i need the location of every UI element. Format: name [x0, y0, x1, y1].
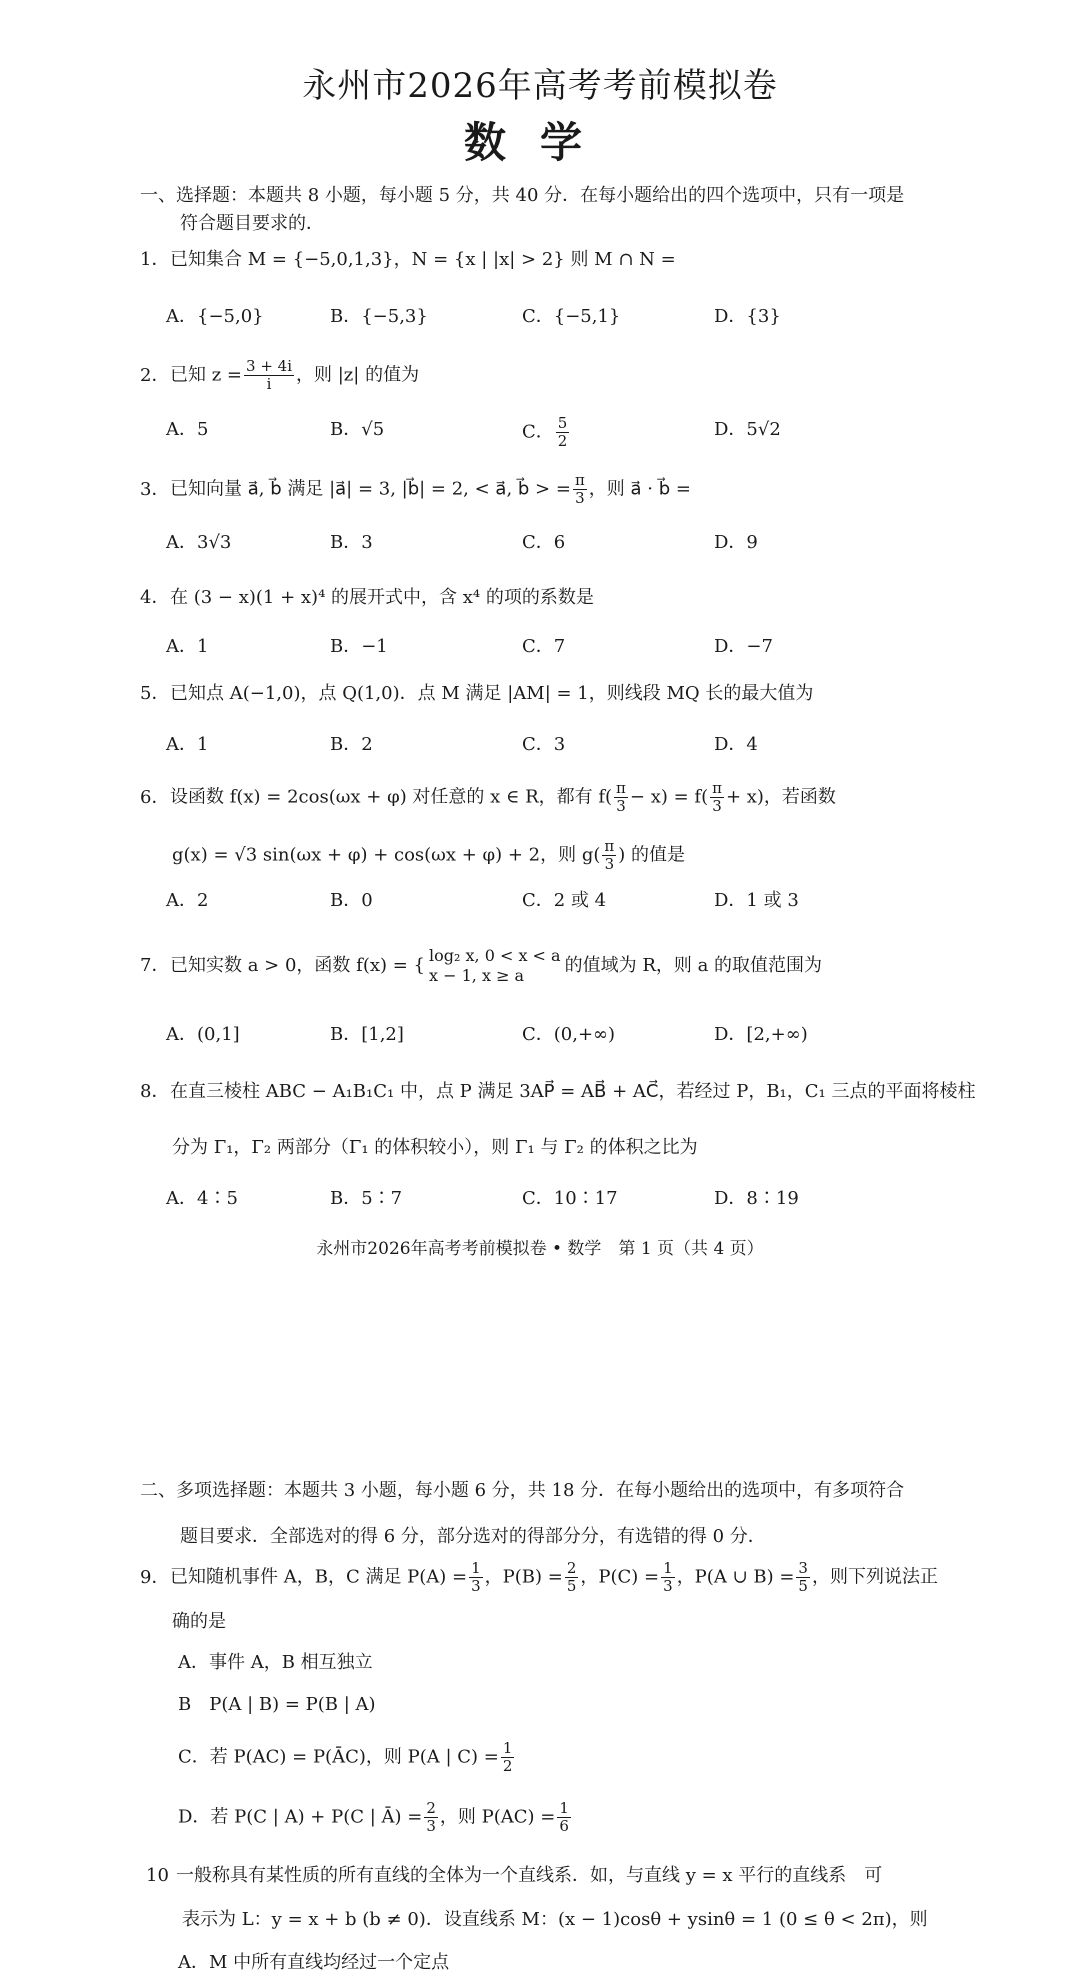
option-a: A．事件 A，B 相互独立	[178, 1652, 373, 1673]
denominator: 3	[616, 797, 626, 815]
option-c: C．{−5,1}	[522, 306, 621, 327]
option-b: B．−1	[330, 636, 388, 657]
option-d: D．8∶19	[714, 1188, 799, 1209]
case-2: x − 1, x ≥ a	[429, 966, 525, 985]
denominator: i	[266, 375, 272, 393]
fraction	[661, 1560, 675, 1595]
question-3-options	[166, 528, 966, 558]
section-1-line-2: 符合题目要求的．	[180, 213, 324, 234]
question-8	[140, 1078, 976, 1106]
question-text-pre: 已知 z =	[170, 364, 243, 386]
question-number: 6．	[140, 786, 170, 808]
option-d: D．−7	[714, 636, 773, 657]
numerator: 2	[566, 1559, 577, 1577]
question-text-3: + x)，若函数	[725, 786, 836, 808]
option-d	[178, 1800, 573, 1835]
denominator: 3	[604, 855, 615, 873]
option-c-label: C．	[522, 421, 554, 443]
option-b: B．[1,2]	[330, 1024, 404, 1045]
option-d: D．{3}	[714, 306, 781, 327]
denominator: 3	[575, 489, 585, 507]
option-c: C．6	[522, 532, 566, 553]
option-a: A．{−5,0}	[166, 306, 264, 327]
question-number: 7．	[140, 955, 170, 976]
option-d: D．[2,+∞)	[714, 1024, 808, 1045]
question-text-pre: 已知实数 a > 0，函数 f(x) = {	[170, 955, 425, 976]
question-10-line-2: 表示为 L：y = x + b (b ≠ 0)．设直线系 M：(x − 1)cosθ + ysinθ = 1 (0 ≤ θ < 2π)，则	[182, 1909, 928, 1930]
question-text-5: ，则下列说法正	[811, 1566, 938, 1588]
question-9	[140, 1560, 960, 1595]
option-c: C．2 或 4	[522, 890, 607, 911]
numerator: π	[616, 779, 626, 797]
option-a: A．4∶5	[166, 1188, 238, 1209]
numerator: 5	[557, 414, 568, 432]
option-d-text-1: D．若 P(C | A) + P(C | Ā) =	[178, 1806, 423, 1828]
fraction	[424, 1800, 438, 1835]
option-d: D．4	[714, 734, 758, 755]
option-b: B P(A | B) = P(B | A)	[178, 1694, 376, 1715]
option-c	[522, 415, 571, 450]
question-1-options	[166, 302, 966, 332]
option-b: B．2	[330, 734, 373, 755]
question-9-line-2: 确的是	[172, 1611, 226, 1632]
question-5	[140, 680, 960, 708]
numerator: 1	[559, 1799, 569, 1817]
option-c: C．(0,+∞)	[522, 1024, 616, 1045]
question-text: 在 (3 − x)(1 + x)⁴ 的展开式中，含 x⁴ 的项的系数是	[170, 587, 594, 608]
question-text: 在直三棱柱 ABC − A₁B₁C₁ 中，点 P 满足 3AP⃗ = AB⃗ + AC⃗，若经过 P，B₁，C₁ 三点的平面将棱柱	[170, 1081, 976, 1102]
numerator: 3 + 4i	[246, 357, 293, 375]
fraction	[469, 1560, 483, 1595]
question-6-line-2	[172, 838, 962, 873]
question-text-5: ) 的值是	[618, 844, 686, 866]
option-a: A．(0,1]	[166, 1024, 240, 1045]
option-c-text: C．若 P(AC) = P(ĀC)，则 P(A | C) =	[178, 1746, 499, 1768]
option-b: B．5∶7	[330, 1188, 403, 1209]
fraction	[573, 472, 587, 507]
question-text: 一般称具有某性质的所有直线的全体为一个直线系．如，与直线 y = x 平行的直线系 可	[176, 1865, 883, 1886]
option-a: A．M 中所有直线均经过一个定点	[178, 1952, 450, 1973]
option-b: B．0	[330, 890, 373, 911]
question-number: 1．	[140, 249, 170, 270]
denominator: 2	[557, 432, 568, 450]
option-c: C．3	[522, 734, 566, 755]
option-a: A．1	[166, 636, 209, 657]
fraction	[710, 780, 724, 815]
option-c	[178, 1740, 516, 1775]
question-text-post: ，则 |z| 的值为	[296, 364, 420, 386]
question-4	[140, 584, 960, 612]
question-8-options	[166, 1184, 966, 1214]
question-text-1: 已知随机事件 A，B，C 满足 P(A) =	[170, 1566, 468, 1588]
case-1: log₂ x, 0 < x < a	[429, 946, 561, 965]
question-8-line-2: 分为 Γ₁，Γ₂ 两部分（Γ₁ 的体积较小），则 Γ₁ 与 Γ₂ 的体积之比为	[172, 1137, 698, 1158]
question-1	[140, 246, 960, 274]
option-a: A．5	[166, 419, 209, 440]
numerator: π	[604, 837, 615, 855]
denominator: 2	[502, 1757, 513, 1775]
question-10	[146, 1862, 966, 1890]
fraction	[602, 838, 616, 873]
option-c: C．10∶17	[522, 1188, 618, 1209]
question-text-2: ，P(B) =	[484, 1566, 563, 1588]
option-b: B．√5	[330, 419, 385, 440]
option-a: A．2	[166, 890, 209, 911]
question-number: 3．	[140, 478, 170, 500]
numerator: π	[712, 779, 722, 797]
option-c: C．7	[522, 636, 566, 657]
numerator: 1	[471, 1559, 481, 1577]
question-2-options	[166, 414, 966, 450]
exam-title: 永州市2026年高考考前模拟卷	[302, 66, 778, 106]
question-5-options	[166, 730, 966, 760]
question-text-2: − x) = f(	[629, 786, 709, 808]
question-7	[140, 946, 960, 986]
question-text-pre: 已知向量 a⃗, b⃗ 满足 |a⃗| = 3, |b⃗| = 2, < a⃗, b⃗ > =	[170, 478, 571, 500]
numerator: 3	[798, 1559, 808, 1577]
fraction	[557, 1800, 571, 1835]
question-text: 已知点 A(−1,0)，点 Q(1,0)．点 M 满足 |AM| = 1，则线段 MQ 长的最大值为	[170, 683, 814, 704]
option-b: B．3	[330, 532, 373, 553]
question-number: 9．	[140, 1566, 170, 1588]
question-number: 10	[146, 1865, 169, 1886]
fraction	[556, 415, 570, 450]
fraction	[501, 1740, 515, 1775]
question-text-1: 设函数 f(x) = 2cos(ωx + φ) 对任意的 x ∈ R，都有 f(	[170, 786, 613, 808]
option-d: D．9	[714, 532, 758, 553]
fraction	[614, 780, 628, 815]
question-text: 已知集合 M = {−5,0,1,3}，N = {x | |x| > 2} 则 M ∩ N =	[170, 249, 676, 270]
fraction	[565, 1560, 579, 1595]
question-text-post: ，则 a⃗ · b⃗ =	[588, 478, 691, 500]
denominator: 3	[426, 1817, 436, 1835]
question-4-options	[166, 632, 966, 662]
fraction	[244, 358, 294, 393]
question-number: 2．	[140, 364, 170, 386]
option-d-text-2: ，则 P(AC) =	[439, 1806, 556, 1828]
numerator: 1	[663, 1559, 673, 1577]
option-a: A．3√3	[166, 532, 232, 553]
question-3	[140, 472, 960, 507]
question-number: 5．	[140, 683, 170, 704]
denominator: 5	[566, 1577, 577, 1595]
section-1-line-1: 一、选择题：本题共 8 小题，每小题 5 分，共 40 分．在每小题给出的四个选项中，只有一项是	[140, 185, 905, 206]
section-2-line-1: 二、多项选择题：本题共 3 小题，每小题 6 分，共 18 分．在每小题给出的选项中，有多项符合	[140, 1480, 905, 1501]
section-1-instructions	[140, 182, 960, 238]
numerator: π	[574, 471, 585, 489]
question-text-post: 的值域为 R，则 a 的取值范围为	[564, 955, 823, 976]
question-text-4: ，P(A ∪ B) =	[676, 1566, 795, 1588]
piecewise-cases	[427, 946, 563, 986]
option-a: A．1	[166, 734, 209, 755]
question-6-options	[166, 886, 966, 916]
question-number: 4．	[140, 587, 170, 608]
section-2-instructions	[140, 1468, 960, 1560]
denominator: 3	[712, 797, 722, 815]
question-text-4: g(x) = √3 sin(ωx + φ) + cos(ωx + φ) + 2，则 g(	[172, 844, 601, 866]
question-text-3: ，P(C) =	[580, 1566, 660, 1588]
denominator: 6	[559, 1817, 569, 1835]
numerator: 1	[502, 1739, 513, 1757]
question-6	[140, 780, 960, 815]
option-d: D．5√2	[714, 419, 781, 440]
option-d: D．1 或 3	[714, 890, 799, 911]
denominator: 3	[663, 1577, 673, 1595]
page-footer: 永州市2026年高考考前模拟卷 • 数学 第 1 页（共 4 页）	[316, 1239, 764, 1259]
subject-title: 数学	[463, 118, 616, 167]
section-2-line-2: 题目要求．全部选对的得 6 分，部分选对的得部分分，有选错的得 0 分．	[180, 1526, 766, 1547]
denominator: 5	[798, 1577, 808, 1595]
question-number: 8．	[140, 1081, 170, 1102]
question-7-options	[166, 1020, 966, 1050]
fraction	[796, 1560, 810, 1595]
question-2	[140, 358, 960, 393]
option-b: B．{−5,3}	[330, 306, 428, 327]
denominator: 3	[471, 1577, 481, 1595]
numerator: 2	[426, 1799, 436, 1817]
